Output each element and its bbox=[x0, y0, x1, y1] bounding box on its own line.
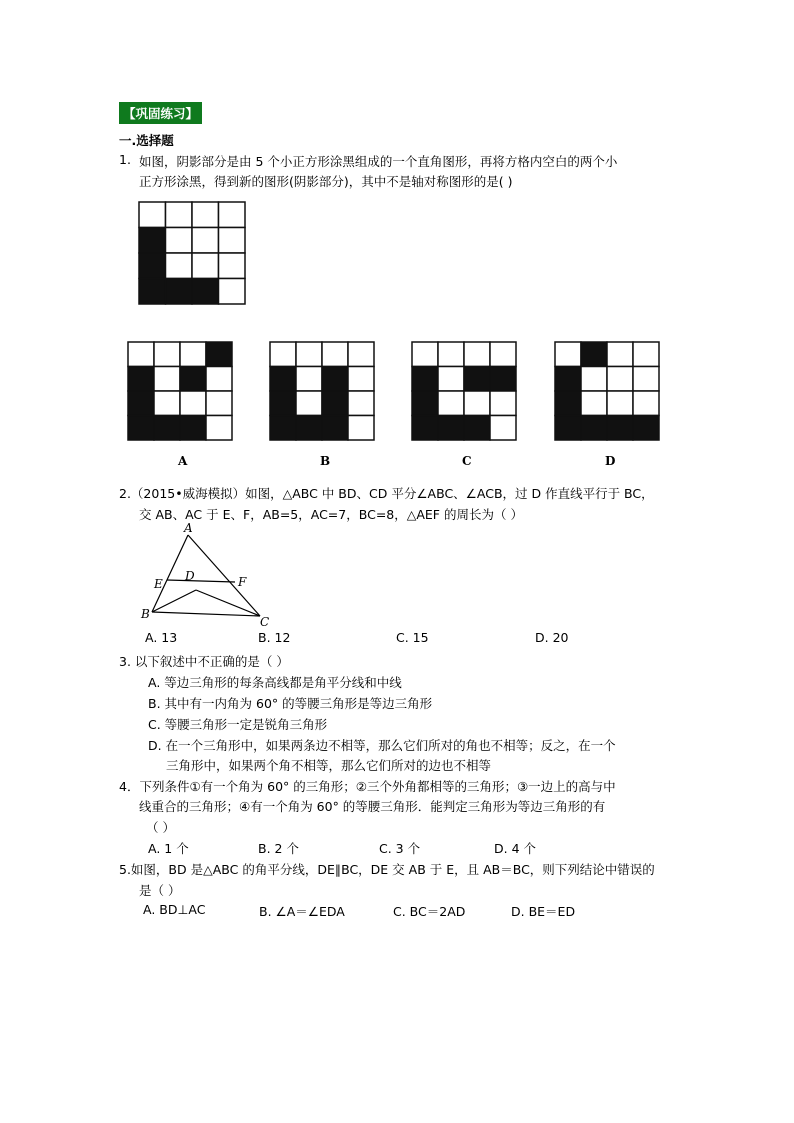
blank-cell bbox=[296, 342, 322, 367]
q3-choice-c: C. 等腰三角形一定是锐角三角形 bbox=[148, 717, 328, 732]
q4-line3: （ ） bbox=[146, 820, 175, 835]
blank-cell bbox=[219, 253, 246, 279]
q2-line2: 交 AB、AC 于 E、F，AB=5，AC=7，BC=8，△AEF 的周长为（ ） bbox=[139, 507, 523, 522]
blank-cell bbox=[438, 391, 464, 416]
shaded-cell bbox=[139, 279, 166, 305]
blank-cell bbox=[633, 391, 659, 416]
shaded-cell bbox=[555, 416, 581, 441]
blank-cell bbox=[206, 416, 232, 441]
shaded-cell bbox=[581, 416, 607, 441]
blank-cell bbox=[128, 342, 154, 367]
point-f: F bbox=[238, 575, 247, 589]
blank-cell bbox=[348, 416, 374, 441]
blank-cell bbox=[464, 391, 490, 416]
option-grid-b bbox=[270, 342, 374, 440]
subsection-title: 一.选择题 bbox=[119, 133, 174, 148]
point-c: C bbox=[260, 615, 270, 629]
blank-cell bbox=[206, 391, 232, 416]
shaded-cell bbox=[555, 391, 581, 416]
blank-cell bbox=[154, 367, 180, 392]
q5-choice-b: B. ∠A＝∠EDA bbox=[259, 904, 345, 919]
shaded-cell bbox=[412, 391, 438, 416]
q5-line1: 5.如图，BD 是△ABC 的角平分线，DE∥BC，DE 交 AB 于 E，且 AB＝BC，则下列结论中错误的 bbox=[119, 862, 655, 877]
q5-choice-c: C. BC＝2AD bbox=[393, 904, 466, 919]
q1-base-grid bbox=[138, 201, 248, 305]
q2-line1: 2.（2015•威海模拟）如图，△ABC 中 BD、CD 平分∠ABC、∠ACB，过 D 作直线平行于 BC， bbox=[119, 486, 654, 501]
shaded-cell bbox=[270, 416, 296, 441]
edge-ab bbox=[152, 535, 188, 612]
q3-choice-d-line2: 三角形中，如果两个角不相等，那么它们所对的边也不相等 bbox=[166, 758, 492, 773]
blank-cell bbox=[180, 391, 206, 416]
q3-choice-d: D. 在一个三角形中，如果两条边不相等，那么它们所对的角也不相等；反之，在一个 bbox=[148, 738, 616, 753]
shaded-cell bbox=[270, 391, 296, 416]
shaded-cell bbox=[555, 367, 581, 392]
blank-cell bbox=[192, 228, 219, 254]
point-d: D bbox=[185, 569, 195, 583]
blank-cell bbox=[166, 253, 193, 279]
blank-cell bbox=[296, 391, 322, 416]
q2-triangle-figure bbox=[138, 522, 278, 627]
blank-cell bbox=[438, 342, 464, 367]
blank-cell bbox=[412, 342, 438, 367]
base-grid bbox=[139, 202, 245, 304]
shaded-cell bbox=[490, 367, 516, 392]
blank-cell bbox=[322, 342, 348, 367]
q2-choice-c: C. 15 bbox=[396, 630, 429, 645]
blank-cell bbox=[139, 202, 166, 228]
blank-cell bbox=[607, 367, 633, 392]
point-b: B bbox=[141, 607, 150, 621]
shaded-cell bbox=[154, 416, 180, 441]
q3-stem: 3. 以下叙述中不正确的是（ ） bbox=[119, 654, 289, 669]
blank-cell bbox=[490, 391, 516, 416]
shaded-cell bbox=[128, 367, 154, 392]
q2-choice-a: A. 13 bbox=[145, 630, 178, 645]
blank-cell bbox=[607, 391, 633, 416]
q4-choice-d: D. 4 个 bbox=[494, 841, 536, 856]
shaded-cell bbox=[607, 416, 633, 441]
shaded-cell bbox=[128, 416, 154, 441]
q4-choice-a: A. 1 个 bbox=[148, 841, 189, 856]
shaded-cell bbox=[322, 367, 348, 392]
option-grid-a bbox=[128, 342, 232, 440]
blank-cell bbox=[581, 391, 607, 416]
q3-choice-a: A. 等边三角形的每条高线都是角平分线和中线 bbox=[148, 675, 402, 690]
shaded-cell bbox=[270, 367, 296, 392]
q4-line1: 4．下列条件①有一个角为 60° 的三角形；②三个外角都相等的三角形；③一边上的高与中 bbox=[119, 779, 616, 794]
blank-cell bbox=[219, 228, 246, 254]
shaded-cell bbox=[180, 416, 206, 441]
q4-choice-c: C. 3 个 bbox=[379, 841, 421, 856]
q1-number: 1. bbox=[119, 152, 131, 167]
blank-cell bbox=[192, 253, 219, 279]
q2-choice-d: D. 20 bbox=[535, 630, 569, 645]
blank-cell bbox=[633, 342, 659, 367]
shaded-cell bbox=[206, 342, 232, 367]
blank-cell bbox=[607, 342, 633, 367]
edge-ef bbox=[167, 580, 235, 582]
q4-choice-b: B. 2 个 bbox=[258, 841, 299, 856]
blank-cell bbox=[166, 202, 193, 228]
shaded-cell bbox=[296, 416, 322, 441]
edge-cd bbox=[196, 590, 260, 616]
shaded-cell bbox=[192, 279, 219, 305]
blank-cell bbox=[296, 367, 322, 392]
q1-line1: 如图，阴影部分是由 5 个小正方形涂黑组成的一个直角图形，再将方格内空白的两个小 bbox=[139, 154, 618, 169]
shaded-cell bbox=[438, 416, 464, 441]
blank-cell bbox=[348, 391, 374, 416]
q5-line2: 是（ ） bbox=[139, 883, 181, 898]
edge-bd bbox=[152, 590, 196, 612]
blank-cell bbox=[206, 367, 232, 392]
shaded-cell bbox=[180, 367, 206, 392]
section-header: 【巩固练习】 bbox=[119, 102, 202, 124]
shaded-cell bbox=[322, 416, 348, 441]
shaded-cell bbox=[412, 416, 438, 441]
q5-choice-a: A. BD⊥AC bbox=[143, 902, 206, 917]
shaded-cell bbox=[581, 342, 607, 367]
shaded-cell bbox=[128, 391, 154, 416]
q1-line2: 正方形涂黑，得到新的图形(阴影部分)，其中不是轴对称图形的是( ) bbox=[139, 174, 513, 189]
q3-choice-b: B. 其中有一内角为 60° 的等腰三角形是等边三角形 bbox=[148, 696, 433, 711]
blank-cell bbox=[270, 342, 296, 367]
option-label-b: B bbox=[320, 454, 331, 468]
blank-cell bbox=[219, 279, 246, 305]
option-grid-d bbox=[555, 342, 659, 440]
blank-cell bbox=[581, 367, 607, 392]
q4-line2: 线重合的三角形；④有一个角为 60° 的等腰三角形．能判定三角形为等边三角形的有 bbox=[139, 799, 606, 814]
shaded-cell bbox=[322, 391, 348, 416]
blank-cell bbox=[192, 202, 219, 228]
point-a: A bbox=[184, 521, 193, 535]
edge-bc bbox=[152, 612, 260, 616]
shaded-cell bbox=[139, 253, 166, 279]
shaded-cell bbox=[139, 228, 166, 254]
blank-cell bbox=[464, 342, 490, 367]
edge-ac bbox=[188, 535, 260, 616]
point-e: E bbox=[154, 577, 163, 591]
q1-options-figure bbox=[118, 323, 678, 473]
blank-cell bbox=[490, 342, 516, 367]
q5-choice-d: D. BE＝ED bbox=[511, 904, 576, 919]
blank-cell bbox=[154, 342, 180, 367]
shaded-cell bbox=[464, 367, 490, 392]
blank-cell bbox=[166, 228, 193, 254]
blank-cell bbox=[348, 367, 374, 392]
option-grid-c bbox=[412, 342, 516, 440]
blank-cell bbox=[490, 416, 516, 441]
shaded-cell bbox=[166, 279, 193, 305]
blank-cell bbox=[180, 342, 206, 367]
option-label-c: C bbox=[462, 454, 472, 468]
blank-cell bbox=[438, 367, 464, 392]
shaded-cell bbox=[633, 416, 659, 441]
blank-cell bbox=[633, 367, 659, 392]
q2-choice-b: B. 12 bbox=[258, 630, 291, 645]
option-label-a: A bbox=[178, 454, 188, 468]
blank-cell bbox=[219, 202, 246, 228]
shaded-cell bbox=[464, 416, 490, 441]
shaded-cell bbox=[412, 367, 438, 392]
blank-cell bbox=[154, 391, 180, 416]
blank-cell bbox=[348, 342, 374, 367]
option-label-d: D bbox=[605, 454, 616, 468]
blank-cell bbox=[555, 342, 581, 367]
